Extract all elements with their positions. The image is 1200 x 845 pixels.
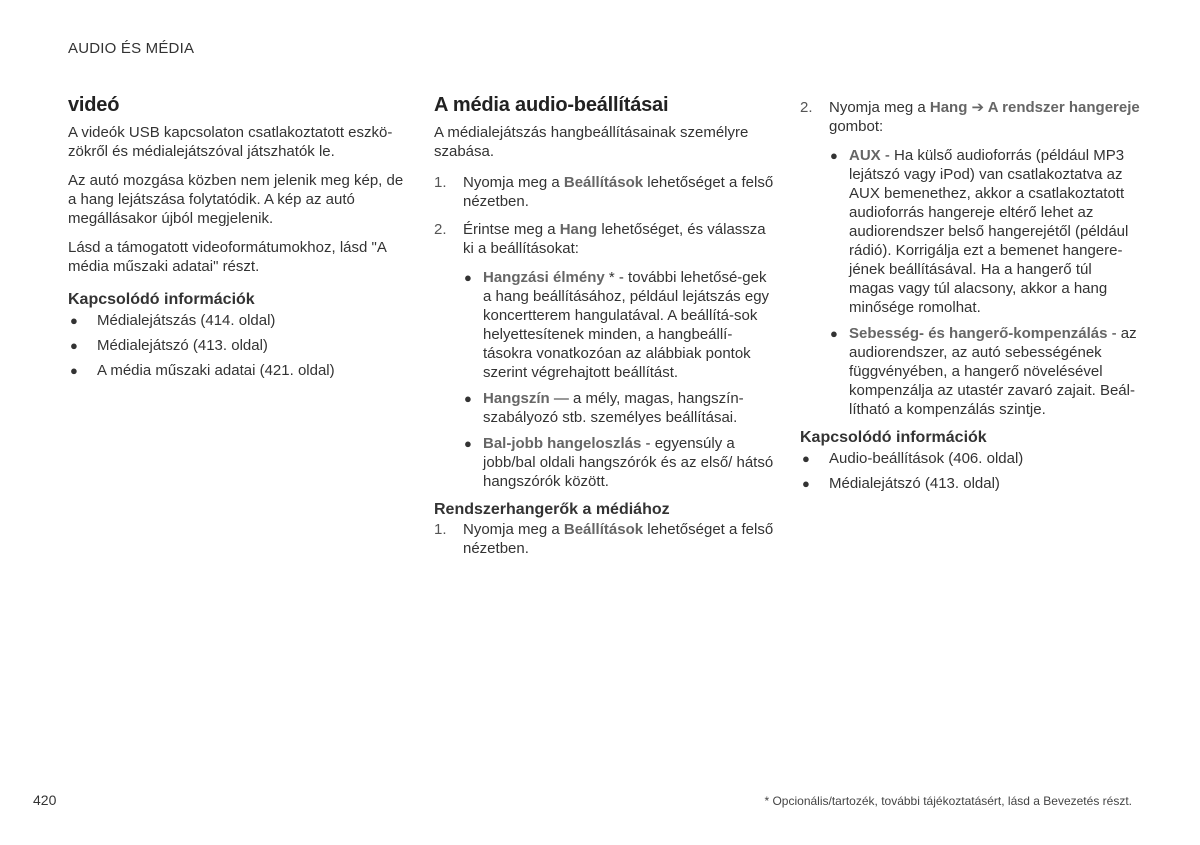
bullet-icon: ● (830, 326, 838, 341)
video-title: videó (68, 94, 120, 116)
section-header: AUDIO ÉS MÉDIA (68, 40, 195, 57)
bullet-icon: ● (70, 363, 78, 378)
system-volume-step-1: 1. Nyomja meg a Beállítások lehetőséget a felső nézetben. (434, 521, 774, 557)
option-tone: ● Hangszín — a mély, magas, hangszín-szabályozó stb. személyes beállításai. (464, 390, 744, 426)
footnote: * Opcionális/tartozék, további tájékoztatásért, lásd a Bevezetés részt. (764, 794, 1132, 808)
settings-keyword: Beállítások (563, 174, 644, 191)
step-1: 1. Nyomja meg a Beállítások lehetőséget a felső nézetben. (434, 174, 774, 210)
related-link[interactable]: ● Médialejátszó (413. oldal) (802, 475, 1000, 492)
system-volume-steps (434, 520, 774, 558)
system-volume-steps-cont (800, 98, 1140, 419)
media-audio-title: A média audio-beállításai (434, 94, 669, 116)
system-volume-step-2: 2. Nyomja meg a Hang ➔ A rendszer hangereje gombot: ● AUX - Ha külső audioforrás (például MP3 lejátszó vagy iPod) van csatlakoztatva az AUX bemenethez, akkor a csatlakoztatott audioforrás hangereje eltérő lehet az audiorendszer belső hangerejétől (például rádió). Korrigálja ezt a bemenet hangere-jének beállításával. Ha a hangerő túl magas vagy túl alacsony, akkor a hang minősége romolhat. ● Sebesség- és hangerő-kompenzálás - az audiorendszer, az autó sebességének függvényében, a hangerő növelésével kompenzálja az utastér zavaró zajait. Beál-lítható a kompenzálás szintje. (800, 99, 1140, 418)
related-info-list-2 (800, 449, 1140, 493)
bullet-icon: ● (802, 451, 810, 466)
video-paragraph-1: A videók USB kapcsolaton csatlakoztatott eszkö-zökről és médialejátszóval játszhatók le. (68, 124, 393, 160)
option-aux: ● AUX - Ha külső audioforrás (például MP3 lejátszó vagy iPod) van csatlakoztatva az AUX bemenethez, akkor a csatlakoztatott audioforrás hangereje eltérő lehet az audiorendszer belső hangerejétől (például rádió). Korrigálja ezt a bemenet hangere-jének beállításával. Ha a hangerő túl magas vagy túl alacsony, akkor a hang minősége romolhat. (830, 147, 1129, 316)
option-balance: ● Bal-jobb hangeloszlás - egyensúly a jobb/bal oldali hangszórók és az első/ hátsó hangszórók között. (464, 435, 774, 490)
column-video (68, 94, 408, 386)
related-link[interactable]: ● Médialejátszó (413. oldal) (70, 337, 268, 354)
option-sound-experience: ● Hangzási élmény * - további lehetősé-gek a hang beállításához, például lejátszás egy koncertterem hangulatával. A beállítá-sok helyettesítenek minden, a hangbeállí-tásokra vonatkozóan az alábbiak pontok szerint végrehajtott beállítást. (464, 269, 770, 381)
sound-keyword: Hang (559, 221, 598, 238)
related-link[interactable]: ● Médialejátszás (414. oldal) (70, 312, 276, 329)
video-paragraph-2: Az autó mozgása közben nem jelenik meg kép, de a hang lejátszása folytatódik. A kép az autó megállásakor újból megjelenik. (68, 172, 404, 227)
arrow-right-icon: ➔ (967, 99, 988, 116)
page-number: 420 (33, 792, 57, 808)
column-system-volume (800, 98, 1140, 499)
steps-list (434, 173, 774, 491)
bullet-icon: ● (802, 476, 810, 491)
related-info-title-2: Kapcsolódó információk (800, 429, 987, 446)
video-paragraph-3: Lásd a támogatott videoformátumokhoz, lásd "A média műszaki adatai" részt. (68, 239, 387, 275)
bullet-icon: ● (464, 270, 472, 285)
related-info-title: Kapcsolódó információk (68, 291, 255, 308)
volume-options-list (829, 146, 1140, 419)
bullet-icon: ● (70, 338, 78, 353)
media-audio-intro: A médialejátszás hangbeállításainak személyre szabása. (434, 124, 749, 160)
bullet-icon: ● (830, 148, 838, 163)
option-speed-compensation: ● Sebesség- és hangerő-kompenzálás - az audiorendszer, az autó sebességének függvényében, a hangerő növelésével kompenzálja az utastér zavaró zajait. Beál-lítható a kompenzálás szintje. (830, 325, 1137, 418)
related-info-list (68, 311, 408, 380)
system-volume-title: Rendszerhangerők a médiához (434, 501, 670, 518)
sound-options-list (463, 268, 774, 491)
bullet-icon: ● (464, 391, 472, 406)
bullet-icon: ● (70, 313, 78, 328)
step-2: 2. Érintse meg a Hang lehetőséget, és válassza ki a beállításokat: ● Hangzási élmény * - további lehetősé-gek a hang beállításához, például lejátszás egy koncertterem hangulatával. A beállítá-sok helyettesítenek minden, a hangbeállí-tásokra vonatkozóan az alábbiak pontok szerint végrehajtott beállítást. ● Hangszín — a mély, magas, hangszín-szabályozó stb. személyes beállításai. ● Bal-jobb hangeloszlás - egyensúly a jobb/bal oldali hangszórók és az első/ hátsó hangszórók között. (434, 221, 774, 490)
related-link[interactable]: ● Audio-beállítások (406. oldal) (802, 450, 1024, 467)
bullet-icon: ● (464, 436, 472, 451)
related-link[interactable]: ● A média műszaki adatai (421. oldal) (70, 362, 335, 379)
column-media-audio-settings (434, 94, 774, 567)
